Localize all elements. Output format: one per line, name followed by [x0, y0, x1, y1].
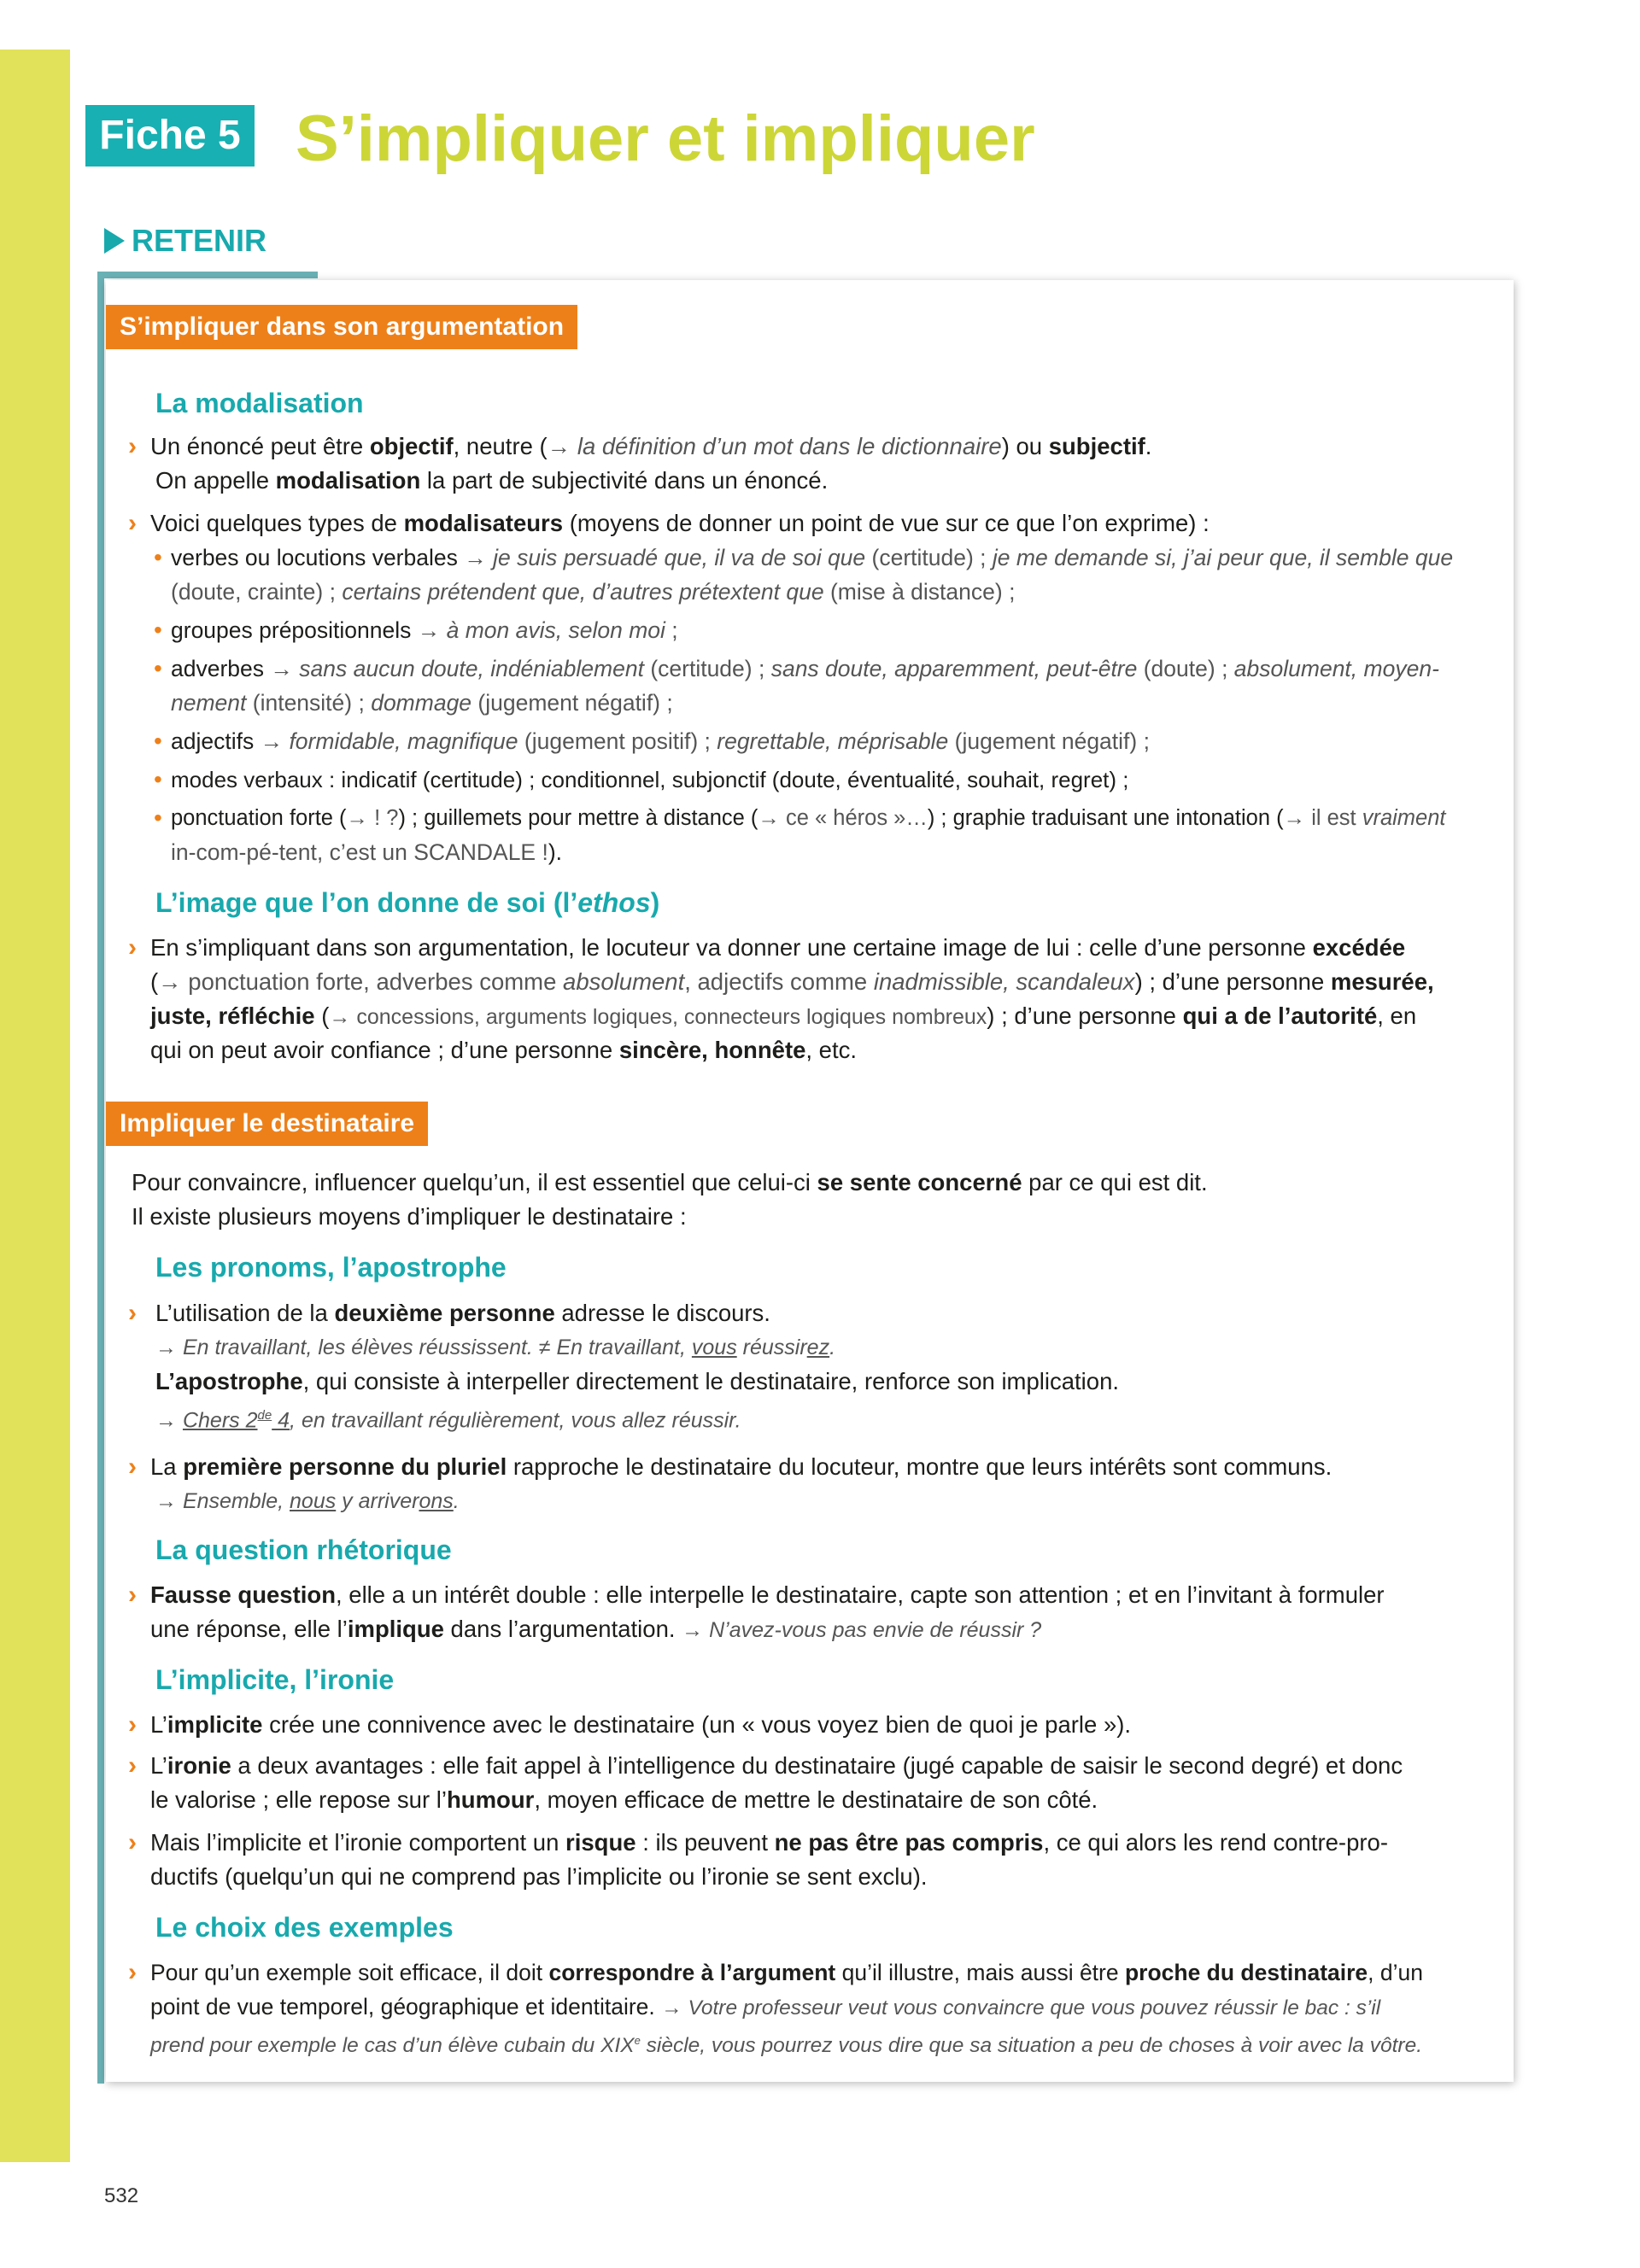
bullet-icon: • [154, 766, 162, 792]
frame-accent-top [97, 272, 318, 278]
text-line: Pour convaincre, influencer quelqu’un, il est essentiel que celui-ci se sente concerné par ce qui est dit. [132, 1169, 1208, 1195]
text-line: (→ ponctuation forte, adverbes comme absolument, adjectifs comme inadmissible, scandaleux) ; d’une personne mesurée, [150, 968, 1434, 995]
side-color-band [0, 50, 70, 2162]
bullet-icon: • [154, 655, 162, 681]
text-line: L’apostrophe, qui consiste à interpeller directement le destinataire, renforce son implication. [155, 1368, 1119, 1394]
text-line: (doute, crainte) ; certains prétendent que, d’autres prétextent que (mise à distance) ; [171, 579, 1016, 605]
bullet-icon: • [154, 728, 162, 754]
chevron-right-icon: › [128, 1751, 137, 1780]
text-line: une réponse, elle l’implique dans l’argumentation. → N’avez-vous pas envie de réussir ? [150, 1616, 1042, 1642]
text-line: En s’impliquant dans son argumentation, le locuteur va donner une certaine image de lui : celle d’une personne excédée [150, 934, 1406, 961]
text-line: L’utilisation de la deuxième personne adresse le discours. [155, 1300, 770, 1326]
bullet-icon: • [154, 804, 162, 831]
text-line: Mais l’implicite et l’ironie comportent un risque : ils peuvent ne pas être pas compris, ce qui alors les rend contre-pro- [150, 1829, 1388, 1856]
text-line: Fausse question, elle a un intérêt double : elle interpelle le destinataire, capte son attention ; et en l’invitant à formuler [150, 1581, 1385, 1608]
section-label-1: S’impliquer dans son argumentation [106, 305, 577, 349]
text-line: La première personne du pluriel rapproche le destinataire du locuteur, montre que leurs intérêts sont communs. [150, 1453, 1332, 1480]
text-line: Un énoncé peut être objectif, neutre (→ la définition d’un mot dans le dictionnaire) ou subjectif. [150, 433, 1152, 459]
frame-accent-left [97, 272, 104, 2084]
chevron-right-icon: › [128, 1958, 137, 1986]
fiche-badge: Fiche 5 [85, 105, 255, 167]
text-line: qui on peut avoir confiance ; d’une personne sincère, honnête, etc. [150, 1037, 858, 1063]
text-line: ponctuation forte (→ ! ?) ; guillemets pour mettre à distance (→ ce « héros »…) ; graphie traduisant une intonation (→ il est vraiment [171, 806, 1446, 830]
text-line: modes verbaux : indicatif (certitude) ; conditionnel, subjonctif (doute, éventualité, souhait, regret) ; [171, 767, 1129, 792]
subheading-implicite-ironie: L’implicite, l’ironie [155, 1664, 395, 1695]
section-label-2: Impliquer le destinataire [106, 1102, 428, 1146]
chevron-right-icon: › [128, 1710, 137, 1739]
text-line: juste, réfléchie (→ concessions, arguments logiques, connecteurs logiques nombreux) ; d’une personne qui a de l’autorité, en [150, 1002, 1417, 1029]
chevron-right-icon: › [128, 432, 137, 460]
text-line: verbes ou locutions verbales → je suis persuadé que, il va de soi que (certitude) ; je me demande si, j’ai peur que, il semble que [171, 545, 1454, 570]
text-line: ductifs (quelqu’un qui ne comprend pas l’implicite ou l’ironie se sent exclu). [150, 1863, 928, 1890]
bullet-icon: • [154, 617, 162, 643]
subheading-modalisation: La modalisation [155, 388, 364, 418]
text-line: le valorise ; elle repose sur l’humour, moyen efficace de mettre le destinataire de son côté. [150, 1786, 1098, 1813]
text-line: L’implicite crée une connivence avec le destinataire (un « vous voyez bien de quoi je parle »). [150, 1711, 1132, 1738]
text-line: Voici quelques types de modalisateurs (moyens de donner un point de vue sur ce que l’on exprime) : [150, 510, 1210, 536]
chevron-right-icon: › [128, 933, 137, 962]
text-line: nement (intensité) ; dommage (jugement négatif) ; [171, 690, 673, 716]
chevron-right-icon: › [128, 1299, 137, 1327]
text-line: Pour qu’un exemple soit efficace, il doit correspondre à l’argument qu’il illustre, mais aussi être proche du destinataire, d’un [150, 1960, 1423, 1985]
example-line: → Ensemble, nous y arriverons. [155, 1489, 460, 1513]
play-triangle-icon [104, 228, 125, 254]
subheading-question-rhetorique: La question rhétorique [155, 1534, 452, 1565]
text-line: point de vue temporel, géographique et identitaire. → Votre professeur veut vous convaincre que vous pouvez réussir le bac : s’il [150, 1994, 1381, 2020]
page-number: 532 [104, 2184, 139, 2207]
chevron-right-icon: › [128, 1581, 137, 1609]
subheading-choix-exemples: Le choix des exemples [155, 1912, 454, 1943]
text-line: in-com-pé-tent, c’est un SCANDALE !). [171, 839, 563, 865]
text-line: adjectifs → formidable, magnifique (jugement positif) ; regrettable, méprisable (jugement négatif) ; [171, 728, 1150, 754]
example-line: → En travaillant, les élèves réussissent. ≠ En travaillant, vous réussirez. [155, 1336, 836, 1359]
text-line: On appelle modalisation la part de subjectivité dans un énoncé. [155, 467, 829, 494]
text-line: adverbes → sans aucun doute, indéniablement (certitude) ; sans doute, apparemment, peut-être (doute) ; absolument, moyen- [171, 656, 1439, 681]
example-line: prend pour exemple le cas d’un élève cubain du XIXe siècle, vous pourrez vous dire que sa situation a peu de choses à voir avec la vôtre. [150, 2034, 1423, 2058]
text-line: L’ironie a deux avantages : elle fait appel à l’intelligence du destinataire (jugé capable de saisir le second degré) et donc [150, 1752, 1403, 1779]
subheading-pronoms: Les pronoms, l’apostrophe [155, 1252, 507, 1283]
page-title: S’impliquer et impliquer [296, 102, 1035, 175]
chevron-right-icon: › [128, 1828, 137, 1856]
text-line: groupes prépositionnels → à mon avis, selon moi ; [171, 617, 678, 643]
retenir-heading: RETENIR [104, 220, 266, 261]
bullet-icon: • [154, 544, 162, 570]
chevron-right-icon: › [128, 1453, 137, 1481]
chevron-right-icon: › [128, 509, 137, 537]
subheading-ethos: L’image que l’on donne de soi (l’ethos) [155, 887, 660, 918]
text-line: Il existe plusieurs moyens d’impliquer le destinataire : [132, 1203, 687, 1230]
example-line: → Chers 2de 4, en travaillant régulièrement, vous allez réussir. [155, 1408, 741, 1433]
